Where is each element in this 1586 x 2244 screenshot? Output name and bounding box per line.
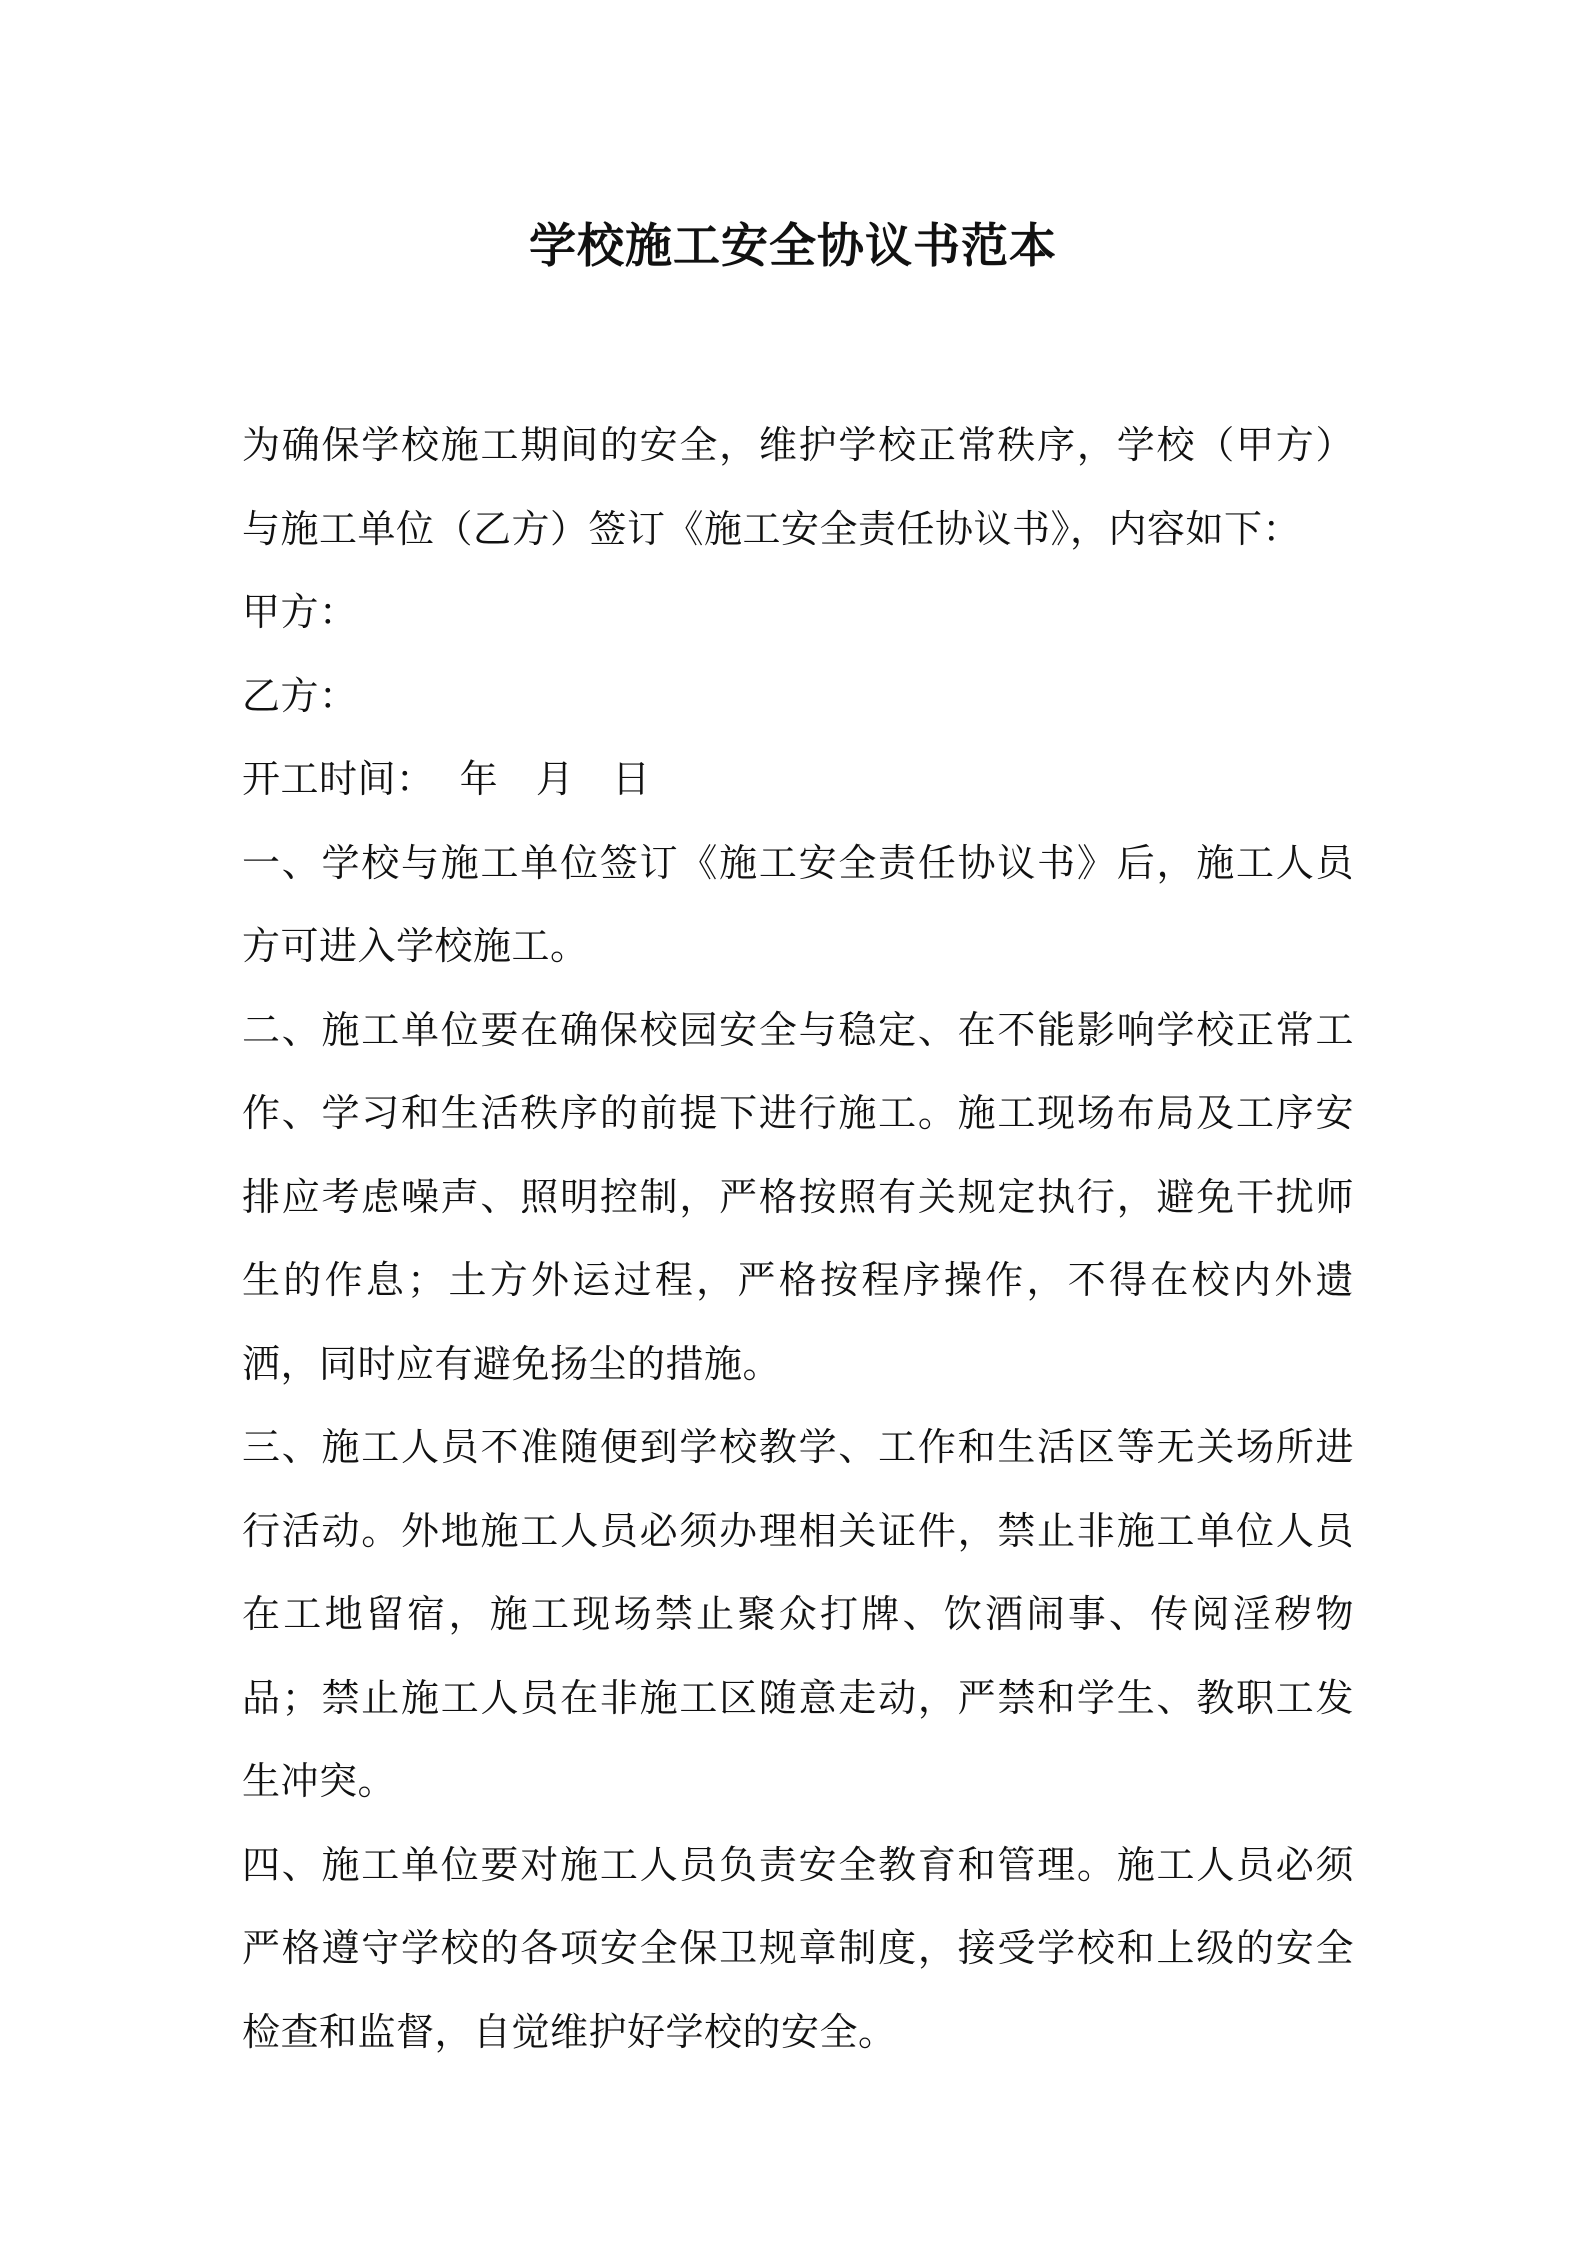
clause-2: 二、施工单位要在确保校园安全与稳定、在不能影响学校正常工作、学习和生活秩序的前提下进行施工。施工现场布局及工序安排应考虑噪声、照明控制，严格按照有关规定执行，避免干扰师生的作息；土方外运过程，严格按程序操作，不得在校内外遗洒，同时应有避免扬尘的措施。 [242, 1007, 1354, 1386]
document-title: 学校施工安全协议书范本 [529, 219, 1057, 274]
party-a-line: 甲方： [242, 590, 358, 634]
clause-4: 四、施工单位要对施工人员负责安全教育和管理。施工人员必须严格遵守学校的各项安全保卫规章制度，接受学校和上级的安全检查和监督，自觉维护好学校的安全。 [242, 1842, 1354, 2054]
clause-1: 一、学校与施工单位签订《施工安全责任协议书》后，施工人员方可进入学校施工。 [242, 840, 1354, 968]
clause-3: 三、施工人员不准随便到学校教学、工作和生活区等无关场所进行活动。外地施工人员必须办理相关证件，禁止非施工单位人员在工地留宿，施工现场禁止聚众打牌、饮酒闹事、传阅淫秽物品；禁止施工人员在非施工区随意走动，严禁和学生、教职工发生冲突。 [242, 1425, 1354, 1803]
start-date-line: 开工时间： 年 月 日 [242, 757, 651, 801]
intro-paragraph: 为确保学校施工期间的安全，维护学校正常秩序，学校（甲方）与施工单位（乙方）签订《施工安全责任协议书》，内容如下： [242, 423, 1354, 551]
party-b-line: 乙方： [242, 673, 358, 718]
document-body [242, 404, 1354, 2074]
